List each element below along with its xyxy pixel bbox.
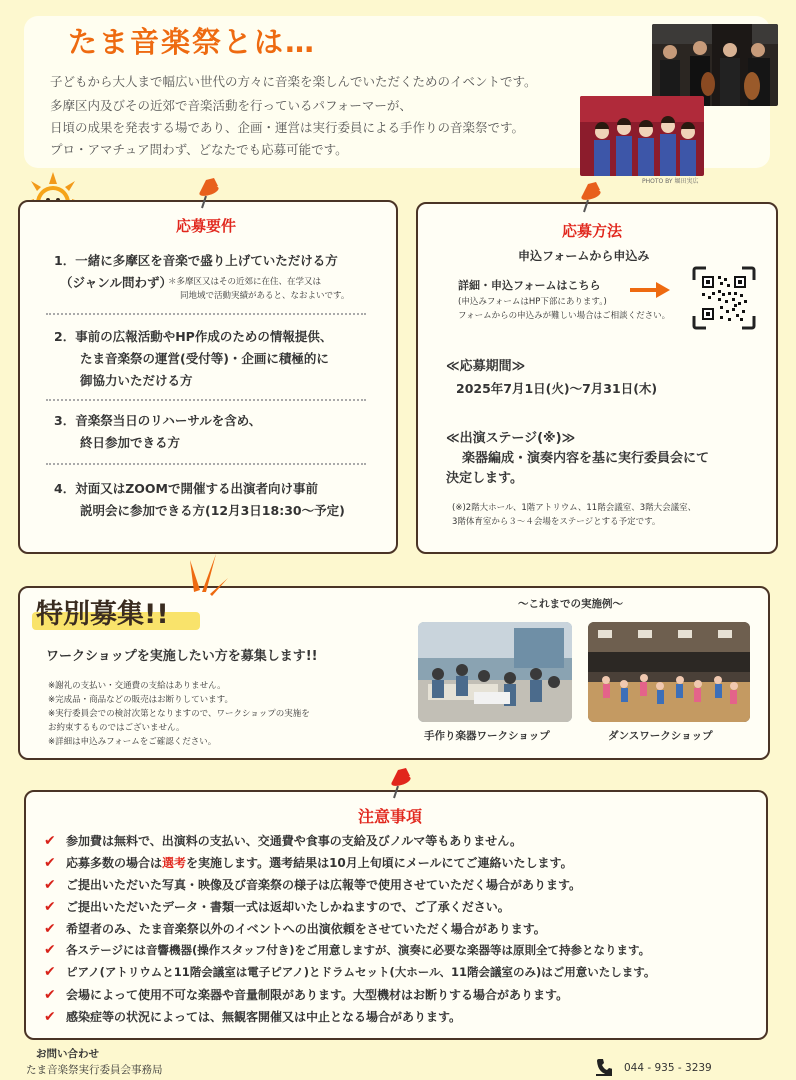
special-note-4: お約束するものではございません。 xyxy=(48,723,185,733)
req-item-3-line-2: 終日参加できる方 xyxy=(80,435,181,450)
req-item-3-line-1: 3．音楽祭当日のリハーサルを含め、 xyxy=(54,413,262,428)
pushpin-icon xyxy=(578,180,604,214)
checkmark-icon: ✔ xyxy=(44,899,56,915)
checkmark-icon: ✔ xyxy=(44,877,56,893)
notice-item: ✔ 参加費は無料で、出演料の支払い、交通費や食事の支給及びノルマ等もありません。 xyxy=(44,833,523,849)
stage-text-2: 決定します。 xyxy=(446,471,523,486)
method-subtitle: 申込フォームから申込み xyxy=(518,249,650,263)
contact-phone[interactable]: 044 - 935 - 3239 xyxy=(624,1062,712,1074)
period-heading: ≪応募期間≫ xyxy=(446,359,526,374)
divider xyxy=(46,313,366,315)
special-note-2: ※完成品・商品などの販売はお断りしています。 xyxy=(48,695,233,705)
req-item-1-note-1: ＊多摩区又はその近郊に在住、在学又は xyxy=(168,277,322,287)
method-title: 応募方法 xyxy=(562,222,623,240)
notice-title: 注意事項 xyxy=(358,807,423,826)
example-2-caption: ダンスワークショップ xyxy=(608,730,713,742)
contact-label: お問い合わせ xyxy=(36,1048,99,1060)
checkmark-icon: ✔ xyxy=(44,855,56,871)
notice-item: ✔ ピアノ(アトリウムと11階会議室は電子ピアノ)とドラムセット(大ホール、11階会議室のみ)はご用意いたします。 xyxy=(44,964,656,980)
notice-highlight: 選考 xyxy=(162,856,187,870)
notice-item: ✔ 会場によって使用不可な楽器や音量制限があります。大型機材はお断りする場合があります。 xyxy=(44,987,569,1003)
checkmark-icon: ✔ xyxy=(44,987,56,1003)
req-item-2-line-2: たま音楽祭の運営(受付等)・企画に積極的に xyxy=(80,351,329,366)
stage-note-1: (※)2階大ホール、1階アトリウム、11階会議室、3階大会議室、 xyxy=(452,503,697,513)
special-lead: ワークショップを実施したい方を募集します!! xyxy=(46,649,318,664)
intro-line-4: プロ・アマチュア問わず、どなたでも応募可能です。 xyxy=(50,142,348,157)
notice-item: ✔ 各ステージには音響機器(操作スタッフ付き)をご用意しますが、演奏に必要な楽器等は原則全て持参となります。 xyxy=(44,942,651,958)
band-photo xyxy=(652,24,778,106)
pushpin-icon xyxy=(388,766,414,800)
intro-line-2: 多摩区内及びその近郊で音楽活動を行っているパフォーマーが、 xyxy=(50,98,412,113)
instrument-workshop-photo xyxy=(418,622,572,722)
checkmark-icon: ✔ xyxy=(44,964,56,980)
req-item-1-line-1: 1．一緒に多摩区を音楽で盛り上げていただける方 xyxy=(54,253,338,268)
divider xyxy=(46,463,366,465)
checkmark-icon: ✔ xyxy=(44,1009,56,1025)
special-note-3: ※実行委員会での検討次第となりますので、ワークショップの実施を xyxy=(48,709,310,719)
qr-code[interactable] xyxy=(692,266,756,330)
photo-credit: PHOTO BY 堀田実広 xyxy=(642,178,699,185)
stage-heading: ≪出演ステージ(※)≫ xyxy=(446,431,576,446)
pushpin-icon xyxy=(196,176,222,210)
req-item-2-line-3: 御協力いただける方 xyxy=(80,373,193,388)
notice-item: ✔ ご提出いただいたデータ・書類一式は返却いたしかねますので、ご了承ください。 xyxy=(44,899,510,915)
req-item-4-line-2: 説明会に参加できる方(12月3日18:30〜予定) xyxy=(80,503,345,518)
method-detail-note-2: フォームからの申込みが難しい場合はご相談ください。 xyxy=(458,311,671,321)
method-detail-note-1: (申込みフォームはHP下部にあります。) xyxy=(458,297,607,307)
intro-title: たま音楽祭とは… xyxy=(68,25,317,59)
stage-text-1: 楽器編成・演奏内容を基に実行委員会にて xyxy=(462,451,710,466)
notice-item: ✔ 感染症等の状況によっては、無観客開催又は中止となる場合があります。 xyxy=(44,1009,462,1025)
req-item-4-line-1: 4．対面又はZOOMで開催する出演者向け事前 xyxy=(54,481,318,496)
notice-item: ✔ ご提出いただいた写真・映像及び音楽祭の様子は広報等で使用させていただく場合があります。 xyxy=(44,877,582,893)
notice-item: ✔ 希望者のみ、たま音楽祭以外のイベントへの出演依頼をさせていただく場合があります。 xyxy=(44,921,546,937)
req-item-1-line-2: （ジャンル問わず） xyxy=(60,275,172,290)
special-note-5: ※詳細は申込みフォームをご確認ください。 xyxy=(48,737,217,747)
special-note-1: ※謝礼の支払い・交通費の支給はありません。 xyxy=(48,681,226,691)
contact-org: たま音楽祭実行委員会事務局 xyxy=(26,1064,163,1076)
intro-line-1: 子どもから大人まで幅広い世代の方々に音楽を楽しんでいただくためのイベントです。 xyxy=(50,74,537,89)
intro-line-3: 日頃の成果を発表する場であり、企画・運営は実行委員による手作りの音楽祭です。 xyxy=(50,120,525,135)
stage-note-2: 3階体育室から３〜４会場をステージとする予定です。 xyxy=(452,517,661,527)
period-value: 2025年7月1日(火)〜7月31日(木) xyxy=(456,381,658,396)
special-title: 特別募集!! xyxy=(36,599,169,630)
checkmark-icon: ✔ xyxy=(44,921,56,937)
req-item-2-line-1: 2．事前の広報活動やHP作成のための情報提供、 xyxy=(54,329,333,344)
phone-icon xyxy=(596,1058,612,1076)
checkmark-icon: ✔ xyxy=(44,833,56,849)
req-item-1-note-2: 同地域で活動実績があると、なおよいです。 xyxy=(180,291,350,301)
burst-icon xyxy=(180,552,230,596)
method-detail-label: 詳細・申込フォームはこちら xyxy=(458,279,601,292)
notice-item: ✔ 応募多数の場合は選考を実施します。選考結果は10月上旬頃にメールにてご連絡いたします。 xyxy=(44,855,573,871)
arrow-right-icon xyxy=(630,282,670,298)
dance-workshop-photo xyxy=(588,622,750,722)
examples-heading: 〜これまでの実施例〜 xyxy=(518,598,623,610)
example-1-caption: 手作り楽器ワークショップ xyxy=(424,730,550,742)
divider xyxy=(46,399,366,401)
checkmark-icon: ✔ xyxy=(44,942,56,958)
choir-photo xyxy=(580,96,704,176)
requirements-title: 応募要件 xyxy=(176,217,237,235)
